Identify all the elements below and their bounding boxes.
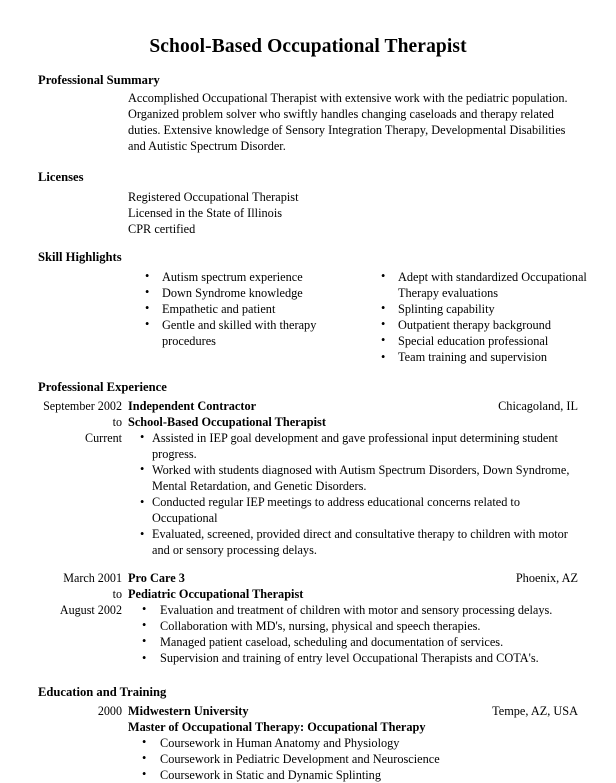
education-date [0,703,122,719]
date-line: August 2002 [59,602,122,617]
license-item: Licensed in the State of Illinois [128,205,283,220]
license-item: CPR certified [128,222,196,236]
experience-bullet: • Evaluation and treatment of children with motor and sensory processing delays. [128,602,578,618]
date-line: September 2002 [43,398,122,413]
skill-item: • Gentle and skilled with therapy procedures [145,317,368,349]
degree-title: Master of Occupational Therapy: Occupational Therapy [128,719,426,734]
education-bullet-list [128,735,578,783]
school-location: Tempe, AZ, USA [492,703,578,718]
date-line: to [112,586,122,601]
professional-summary-text: Accomplished Occupational Therapist with extensive work with the pediatric population. Organized problem solver who swiftly handles changing caseloads and therapy related duties. Extensive knowledge of Sensory Integration Therapy, Developmental Disabilities and Autistic Spectrum Disorder. [128,90,568,154]
section-header-skill-highlights: Skill Highlights [38,250,122,265]
skill-item: • Autism spectrum experience [145,269,368,285]
skill-item: • Outpatient therapy background [381,317,616,333]
education-bullet: • Coursework in Human Anatomy and Physiology [128,735,578,751]
education-bullet: • Coursework in Pediatric Development and Neuroscience [128,751,578,767]
education-entry [0,703,616,783]
employer-name: Pro Care 3 [128,570,185,585]
skill-item: • Down Syndrome knowledge [145,285,368,301]
date-line: Current [85,430,122,445]
education-bullet: • Coursework in Static and Dynamic Splinting [128,767,578,783]
employer-location: Phoenix, AZ [515,570,578,585]
employer-name: Independent Contractor [128,398,257,413]
employer-name-line [128,570,578,586]
skill-item: • Splinting capability [381,301,616,317]
experience-bullet: • Worked with students diagnosed with Autism Spectrum Disorders, Down Syndrome, Mental Retardation, and Genetic Disorders. [128,462,578,494]
skill-item: • Adept with standardized Occupational Therapy evaluations [381,269,616,301]
experience-bullet: • Supervision and training of entry level Occupational Therapists and COTA's. [128,650,578,666]
experience-bullet: • Managed patient caseload, scheduling and documentation of services. [128,634,578,650]
licenses-list [128,189,616,237]
experience-bullet: • Evaluated, screened, provided direct and consultative therapy to children with motor and or sensory processing delays. [128,526,578,558]
skills-right-list [381,269,616,366]
experience-entry-body [128,398,578,559]
education-entry-body [128,703,578,783]
date-line: to [112,414,122,429]
section-header-education-and-training: Education and Training [38,685,167,700]
experience-bullet-list [128,430,578,559]
skills-left-column [0,269,368,366]
experience-bullet: • Conducted regular IEP meetings to address educational concerns related to Occupational [128,494,578,526]
employer-location: Chicagoland, IL [498,398,578,413]
resume-title: School-Based Occupational Therapist [149,36,467,57]
job-title: School-Based Occupational Therapist [128,414,326,429]
employer-name-line [128,398,578,414]
skill-item: • Empathetic and patient [145,301,368,317]
school-name: Midwestern University [128,703,249,718]
date-line: 2000 [97,703,122,718]
experience-entry-body [128,570,578,667]
experience-entry [0,398,616,559]
section-header-professional-summary: Professional Summary [38,72,160,87]
skill-highlights-columns [0,269,616,366]
experience-entry [0,570,616,667]
skills-left-list [145,269,368,349]
license-item: Registered Occupational Therapist [128,189,299,204]
experience-date-range [0,398,122,446]
school-name-line [128,703,578,719]
date-line: March 2001 [63,570,122,585]
skill-item: • Team training and supervision [381,349,616,365]
job-title: Pediatric Occupational Therapist [128,586,304,601]
experience-bullet-list [128,602,578,666]
experience-bullet: • Collaboration with MD's, nursing, physical and speech therapies. [128,618,578,634]
skills-right-column [368,269,616,366]
professional-summary-block [128,90,578,154]
skill-item: • Special education professional [381,333,616,349]
section-header-professional-experience: Professional Experience [38,380,167,395]
experience-date-range [0,570,122,618]
section-header-licenses: Licenses [38,170,84,185]
experience-bullet: • Assisted in IEP goal development and gave professional input determining student progress. [128,430,578,462]
